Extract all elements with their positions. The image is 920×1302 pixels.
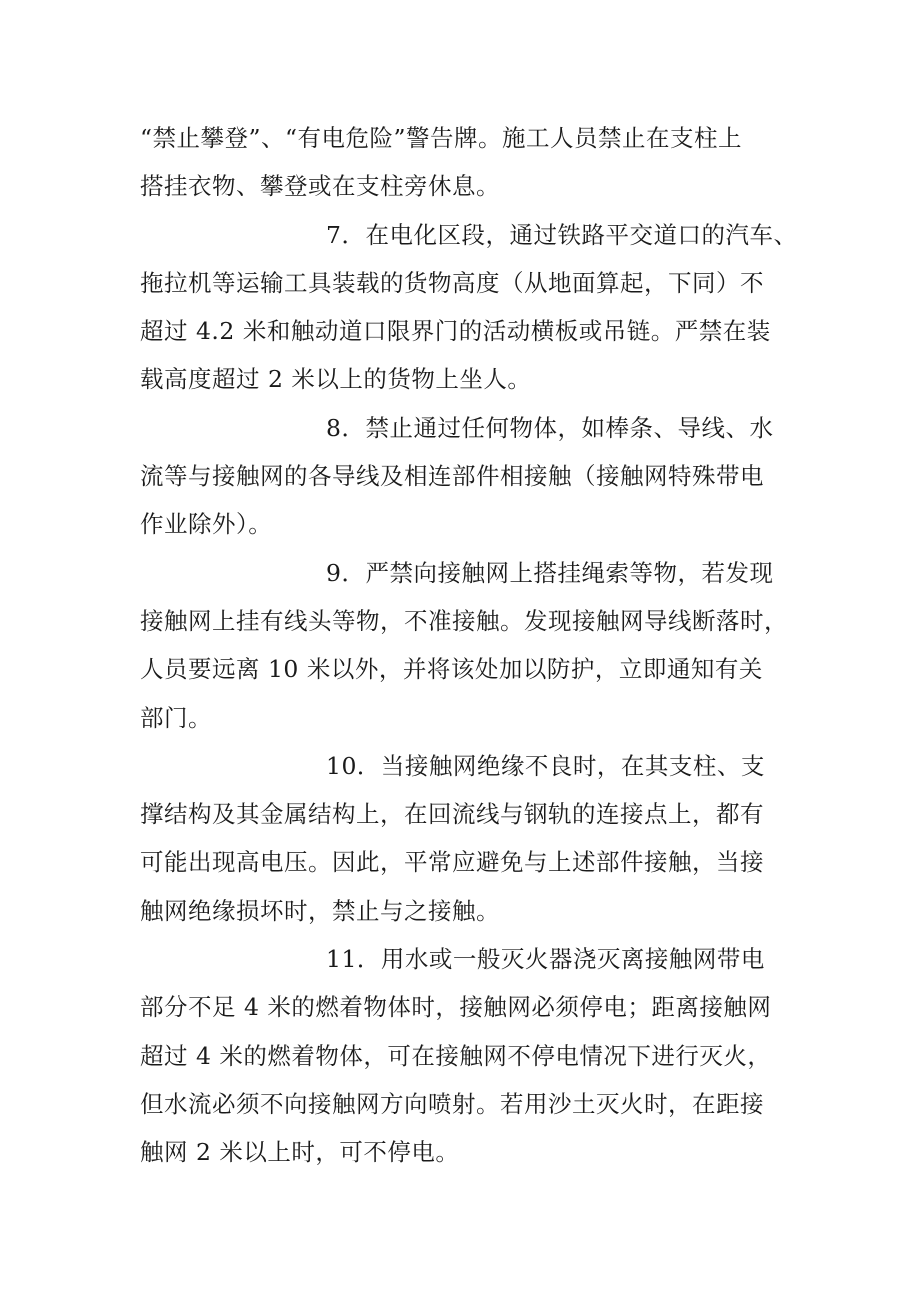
document-body — [140, 114, 798, 1177]
text-line: “禁止攀登”、“有电危险”警告牌。施工人员禁止在支柱上 — [140, 124, 743, 152]
text-line: 接触网上挂有线头等物，不准接触。发现接触网导线断落时， — [140, 606, 788, 635]
paragraph-10-start: 10．当接触网绝缘不良时，在其支柱、支 — [326, 751, 765, 780]
text-line: 触网 2 米以上时，可不停电。 — [140, 1138, 460, 1167]
paragraph-9-start: 9．严禁向接触网上搭挂绳索等物，若发现 — [326, 558, 774, 587]
text-line: 搭挂衣物、攀登或在支柱旁休息。 — [140, 172, 500, 201]
text-line: 超过 4 米的燃着物体，可在接触网不停电情况下进行灭火， — [140, 1041, 772, 1070]
text-line: 撑结构及其金属结构上，在回流线与钢轨的连接点上，都有 — [140, 800, 764, 829]
paragraph-8-start: 8．禁止通过任何物体，如棒条、导线、水 — [326, 413, 774, 442]
text-line: 作业除外）。 — [140, 510, 273, 539]
text-line: 拖拉机等运输工具装载的货物高度（从地面算起，下同）不 — [140, 268, 764, 297]
paragraph-11-start: 11．用水或一般灭火器浇灭离接触网带电 — [326, 945, 765, 974]
text-line: 超过 4.2 米和触动道口限界门的活动横板或吊链。严禁在装 — [140, 317, 771, 346]
text-line: 部分不足 4 米的燃着物体时，接触网必须停电；距离接触网 — [140, 993, 772, 1022]
text-line: 流等与接触网的各导线及相连部件相接触（接触网特殊带电 — [140, 462, 764, 491]
text-line: 可能出现高电压。因此，平常应避免与上述部件接触，当接 — [140, 848, 764, 877]
text-line: 人员要远离 10 米以外，并将该处加以防护，立即通知有关 — [140, 655, 763, 684]
text-line: 部门。 — [140, 703, 212, 732]
text-line: 载高度超过 2 米以上的货物上坐人。 — [140, 365, 532, 394]
paragraph-7-start: 7．在电化区段，通过铁路平交道口的汽车、 — [326, 220, 798, 249]
text-line: 触网绝缘损坏时，禁止与之接触。 — [140, 896, 500, 925]
text-line: 但水流必须不向接触网方向喷射。若用沙土灭火时，在距接 — [140, 1089, 764, 1118]
